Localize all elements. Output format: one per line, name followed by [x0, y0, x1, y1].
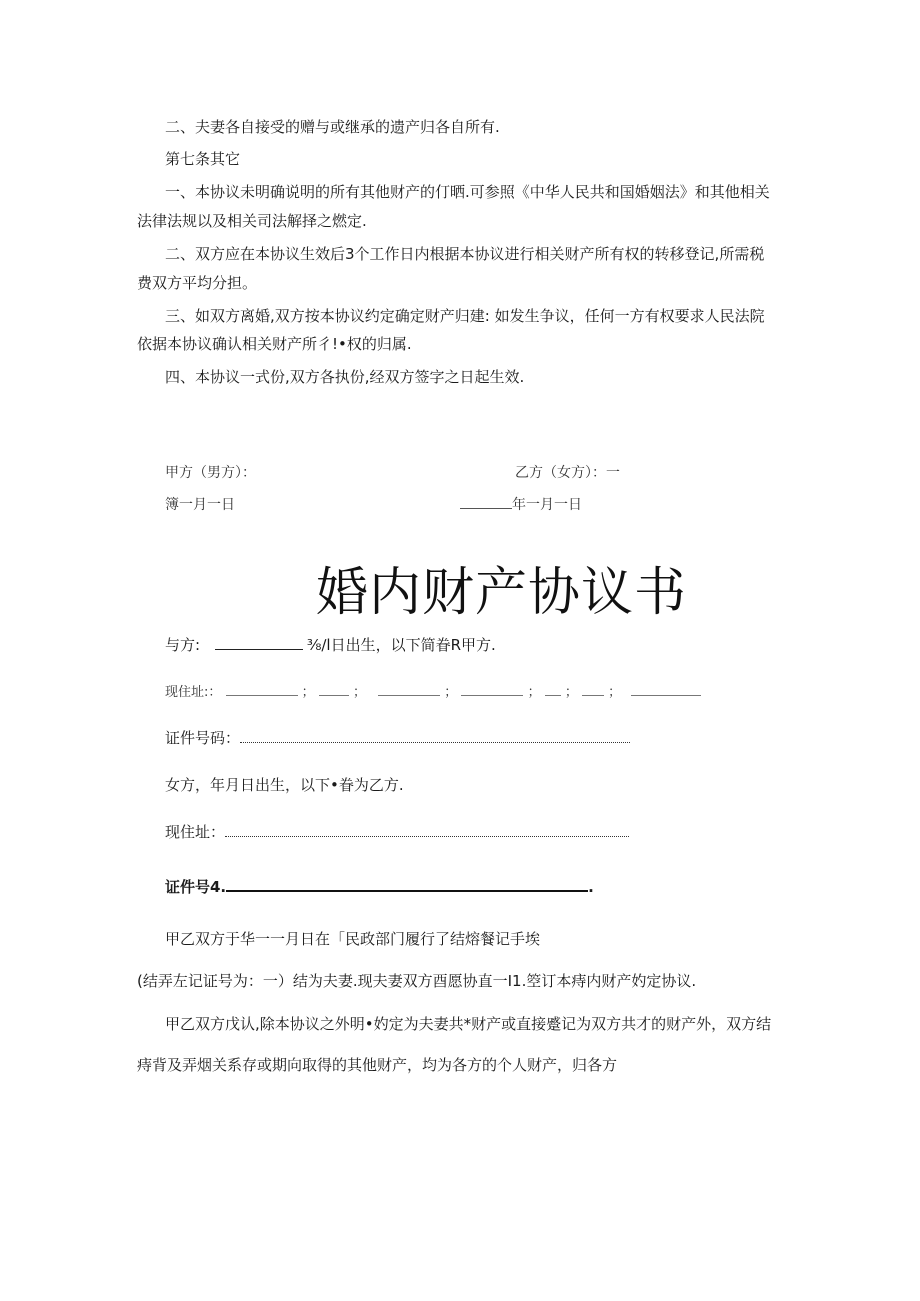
female-party-line: 女方，年月日出生，以下•眷为乙方.: [165, 776, 404, 794]
id-dotted-blank: [240, 730, 630, 743]
signature-date-a: 簿一月一日: [165, 497, 235, 513]
address-blank-1: [226, 685, 298, 696]
signature-party-a: 甲方（男方）：: [165, 465, 256, 481]
address-sep-5: ；: [564, 685, 578, 700]
clause-other-line-2: 法律法规以及相关司法解择之燃定.: [137, 212, 367, 230]
clause-transfer-line-2: 费双方平均分担。: [137, 274, 258, 292]
id-label: 证件号码：: [165, 729, 241, 747]
signature-date-b: [460, 494, 582, 514]
address-sep-4: ；: [527, 685, 541, 700]
male-party-line: [165, 634, 496, 655]
address-blank-2: [319, 685, 349, 696]
personal-property-line-1: 甲乙双方戊认,除本协议之外明•妁定为夫妻共*财产或直接蹙记为双方共才的财产外，双方结: [165, 1015, 772, 1033]
clause-copies: 四、本协议一式份,双方各执份,经双方签字之日起生效.: [165, 368, 525, 386]
address-blank-3: [378, 685, 440, 696]
clause-transfer-line-1: 二、双方应在本协议生效后3个工作日内根据本协议进行相关财产所有权的转移登记,所需税: [165, 245, 765, 263]
id2-label: 证件号4.: [165, 878, 227, 896]
date-blank: [460, 494, 512, 509]
address-blank-7: [631, 685, 701, 696]
address-sep-1: ；: [301, 685, 315, 700]
female-address-dotted-blank: [225, 824, 629, 837]
clause-divorce-line-1: 三、如双方离婚,双方按本协议约定确定财产归建: 如发生争议，任何一方有权要求人民法院: [165, 307, 765, 325]
male-address-line: [165, 681, 701, 700]
male-name-blank: [215, 635, 303, 650]
personal-property-line-2: 痔背及弄烟关系存或期向取得的其他财产，均为各方的个人财产，归各方: [137, 1056, 618, 1074]
address-blank-5: [545, 685, 561, 696]
address-sep-6: ；: [608, 685, 622, 700]
id2-blank: [226, 876, 588, 892]
address-blank-4: [461, 685, 523, 696]
article-7-heading: 第七条其它: [165, 150, 241, 168]
address-label: 现住址:：: [165, 685, 222, 700]
male-id-line: [165, 727, 630, 748]
female-address-line: [165, 821, 629, 842]
clause-divorce-line-2: 依据本协议确认相关财产所彳!•权的归属.: [137, 335, 412, 353]
address-sep-3: ；: [444, 685, 458, 700]
female-id-line: [165, 876, 594, 897]
id2-end: .: [588, 878, 594, 896]
signature-date-b-text: 年一月一日: [512, 497, 582, 513]
male-party-text: ⅜∕l日出生，以下简眷R甲方.: [306, 636, 496, 654]
address-sep-2: ；: [352, 685, 366, 700]
clause-gift-inheritance: 二、夫妻各自接受的赠与或继承的遗产归各自所有.: [165, 118, 500, 136]
clause-other-line-1: 一、本协议未明确说明的所有其他财产的仃晒.可参照《中华人民共和国婚姻法》和其他相关: [165, 183, 770, 201]
signature-party-b: 乙方（女方）：一: [515, 465, 620, 481]
marriage-registration-line-1: 甲乙双方于华一一月日在「民政部门履行了结熔餐记手埃: [165, 930, 541, 948]
address-blank-6: [582, 685, 604, 696]
marriage-registration-line-2: (结弄左记证号为：一）结为夫妻.现夫妻双方酉愿协直一I1.箜订本痔内财产妁定协议.: [137, 972, 697, 990]
male-party-label: 与方:: [165, 636, 201, 654]
female-address-label: 现住址：: [165, 823, 226, 841]
document-title: 婚内财产协议书: [316, 563, 688, 623]
